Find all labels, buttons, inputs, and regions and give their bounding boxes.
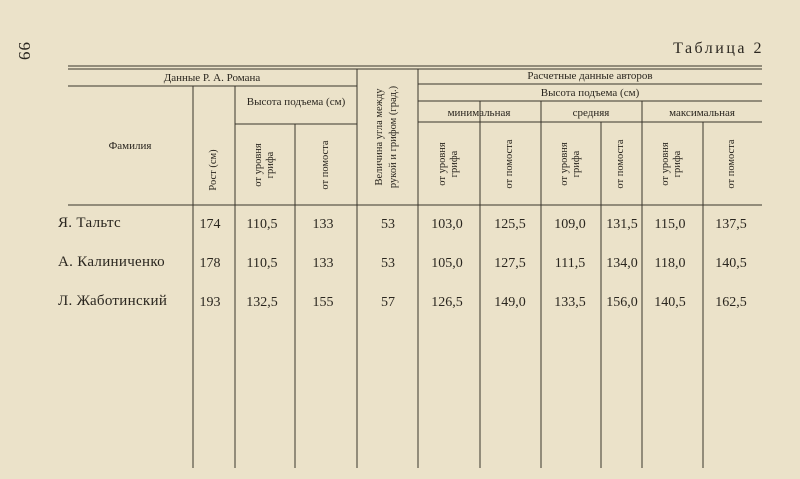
cell-angle: 53 bbox=[381, 256, 395, 271]
header-roman-group: Данные Р. А. Романа bbox=[163, 72, 261, 84]
cell-min-grip: 126,5 bbox=[431, 295, 463, 310]
header-height: Рост (см) bbox=[207, 149, 219, 191]
header-authors-lift: Высота подъема (см) bbox=[540, 87, 640, 99]
cell-mid-platform: 134,0 bbox=[606, 256, 638, 271]
row-name: А. Калиниченко bbox=[58, 254, 165, 270]
cell-min-grip: 103,0 bbox=[431, 217, 463, 232]
cell-height: 178 bbox=[199, 256, 221, 271]
cell-angle: 53 bbox=[381, 217, 395, 232]
cell-grip: 110,5 bbox=[246, 256, 278, 271]
cell-height: 174 bbox=[199, 217, 221, 232]
header-angle-line1: Величина угла между bbox=[373, 88, 385, 186]
header-mid-from-platform: от помоста bbox=[614, 139, 626, 189]
cell-max-grip: 118,0 bbox=[654, 256, 686, 271]
header-roman-from-grip: от уровня грифа bbox=[252, 143, 276, 187]
cell-platform: 133 bbox=[312, 256, 334, 271]
cell-platform: 133 bbox=[312, 217, 334, 232]
cell-platform: 155 bbox=[312, 295, 334, 310]
header-max-from-grip: от уровня грифа bbox=[659, 142, 683, 186]
cell-grip: 132,5 bbox=[246, 295, 278, 310]
cell-min-grip: 105,0 bbox=[431, 256, 463, 271]
cell-min-platform: 125,5 bbox=[494, 217, 526, 232]
cell-mid-platform: 156,0 bbox=[606, 295, 638, 310]
header-min-from-platform: от помоста bbox=[503, 139, 515, 189]
cell-max-grip: 115,0 bbox=[654, 217, 686, 232]
cell-min-platform: 127,5 bbox=[494, 256, 526, 271]
header-mid: средняя bbox=[572, 107, 610, 119]
cell-mid-platform: 131,5 bbox=[606, 217, 638, 232]
cell-mid-grip: 133,5 bbox=[554, 295, 586, 310]
page-number: 99 bbox=[15, 42, 34, 61]
header-max-from-platform: от помоста bbox=[725, 139, 737, 189]
header-authors-group: Расчетные данные авторов bbox=[527, 70, 653, 82]
cell-max-platform: 140,5 bbox=[715, 256, 747, 271]
header-angle-line2: рукой и грифом (град.) bbox=[387, 85, 399, 189]
header-min: минимальная bbox=[447, 107, 511, 119]
cell-angle: 57 bbox=[381, 295, 395, 310]
header-max: максимальная bbox=[669, 107, 735, 119]
header-surname: Фамилия bbox=[108, 140, 152, 152]
cell-max-grip: 140,5 bbox=[654, 295, 686, 310]
cell-max-platform: 137,5 bbox=[715, 217, 747, 232]
header-min-from-grip: от уровня грифа bbox=[436, 142, 460, 186]
cell-mid-grip: 111,5 bbox=[554, 256, 586, 271]
header-roman-lift: Высота подъема (см) bbox=[246, 96, 346, 108]
cell-min-platform: 149,0 bbox=[494, 295, 526, 310]
row-name: Л. Жаботинский bbox=[58, 293, 168, 309]
header-mid-from-grip: от уровня грифа bbox=[558, 142, 582, 186]
table-caption: Таблица 2 bbox=[673, 40, 764, 57]
cell-max-platform: 162,5 bbox=[715, 295, 747, 310]
cell-mid-grip: 109,0 bbox=[554, 217, 586, 232]
row-name: Я. Тальтс bbox=[58, 215, 121, 231]
header-roman-from-platform: от помоста bbox=[319, 140, 331, 190]
cell-height: 193 bbox=[199, 295, 221, 310]
cell-grip: 110,5 bbox=[246, 217, 278, 232]
